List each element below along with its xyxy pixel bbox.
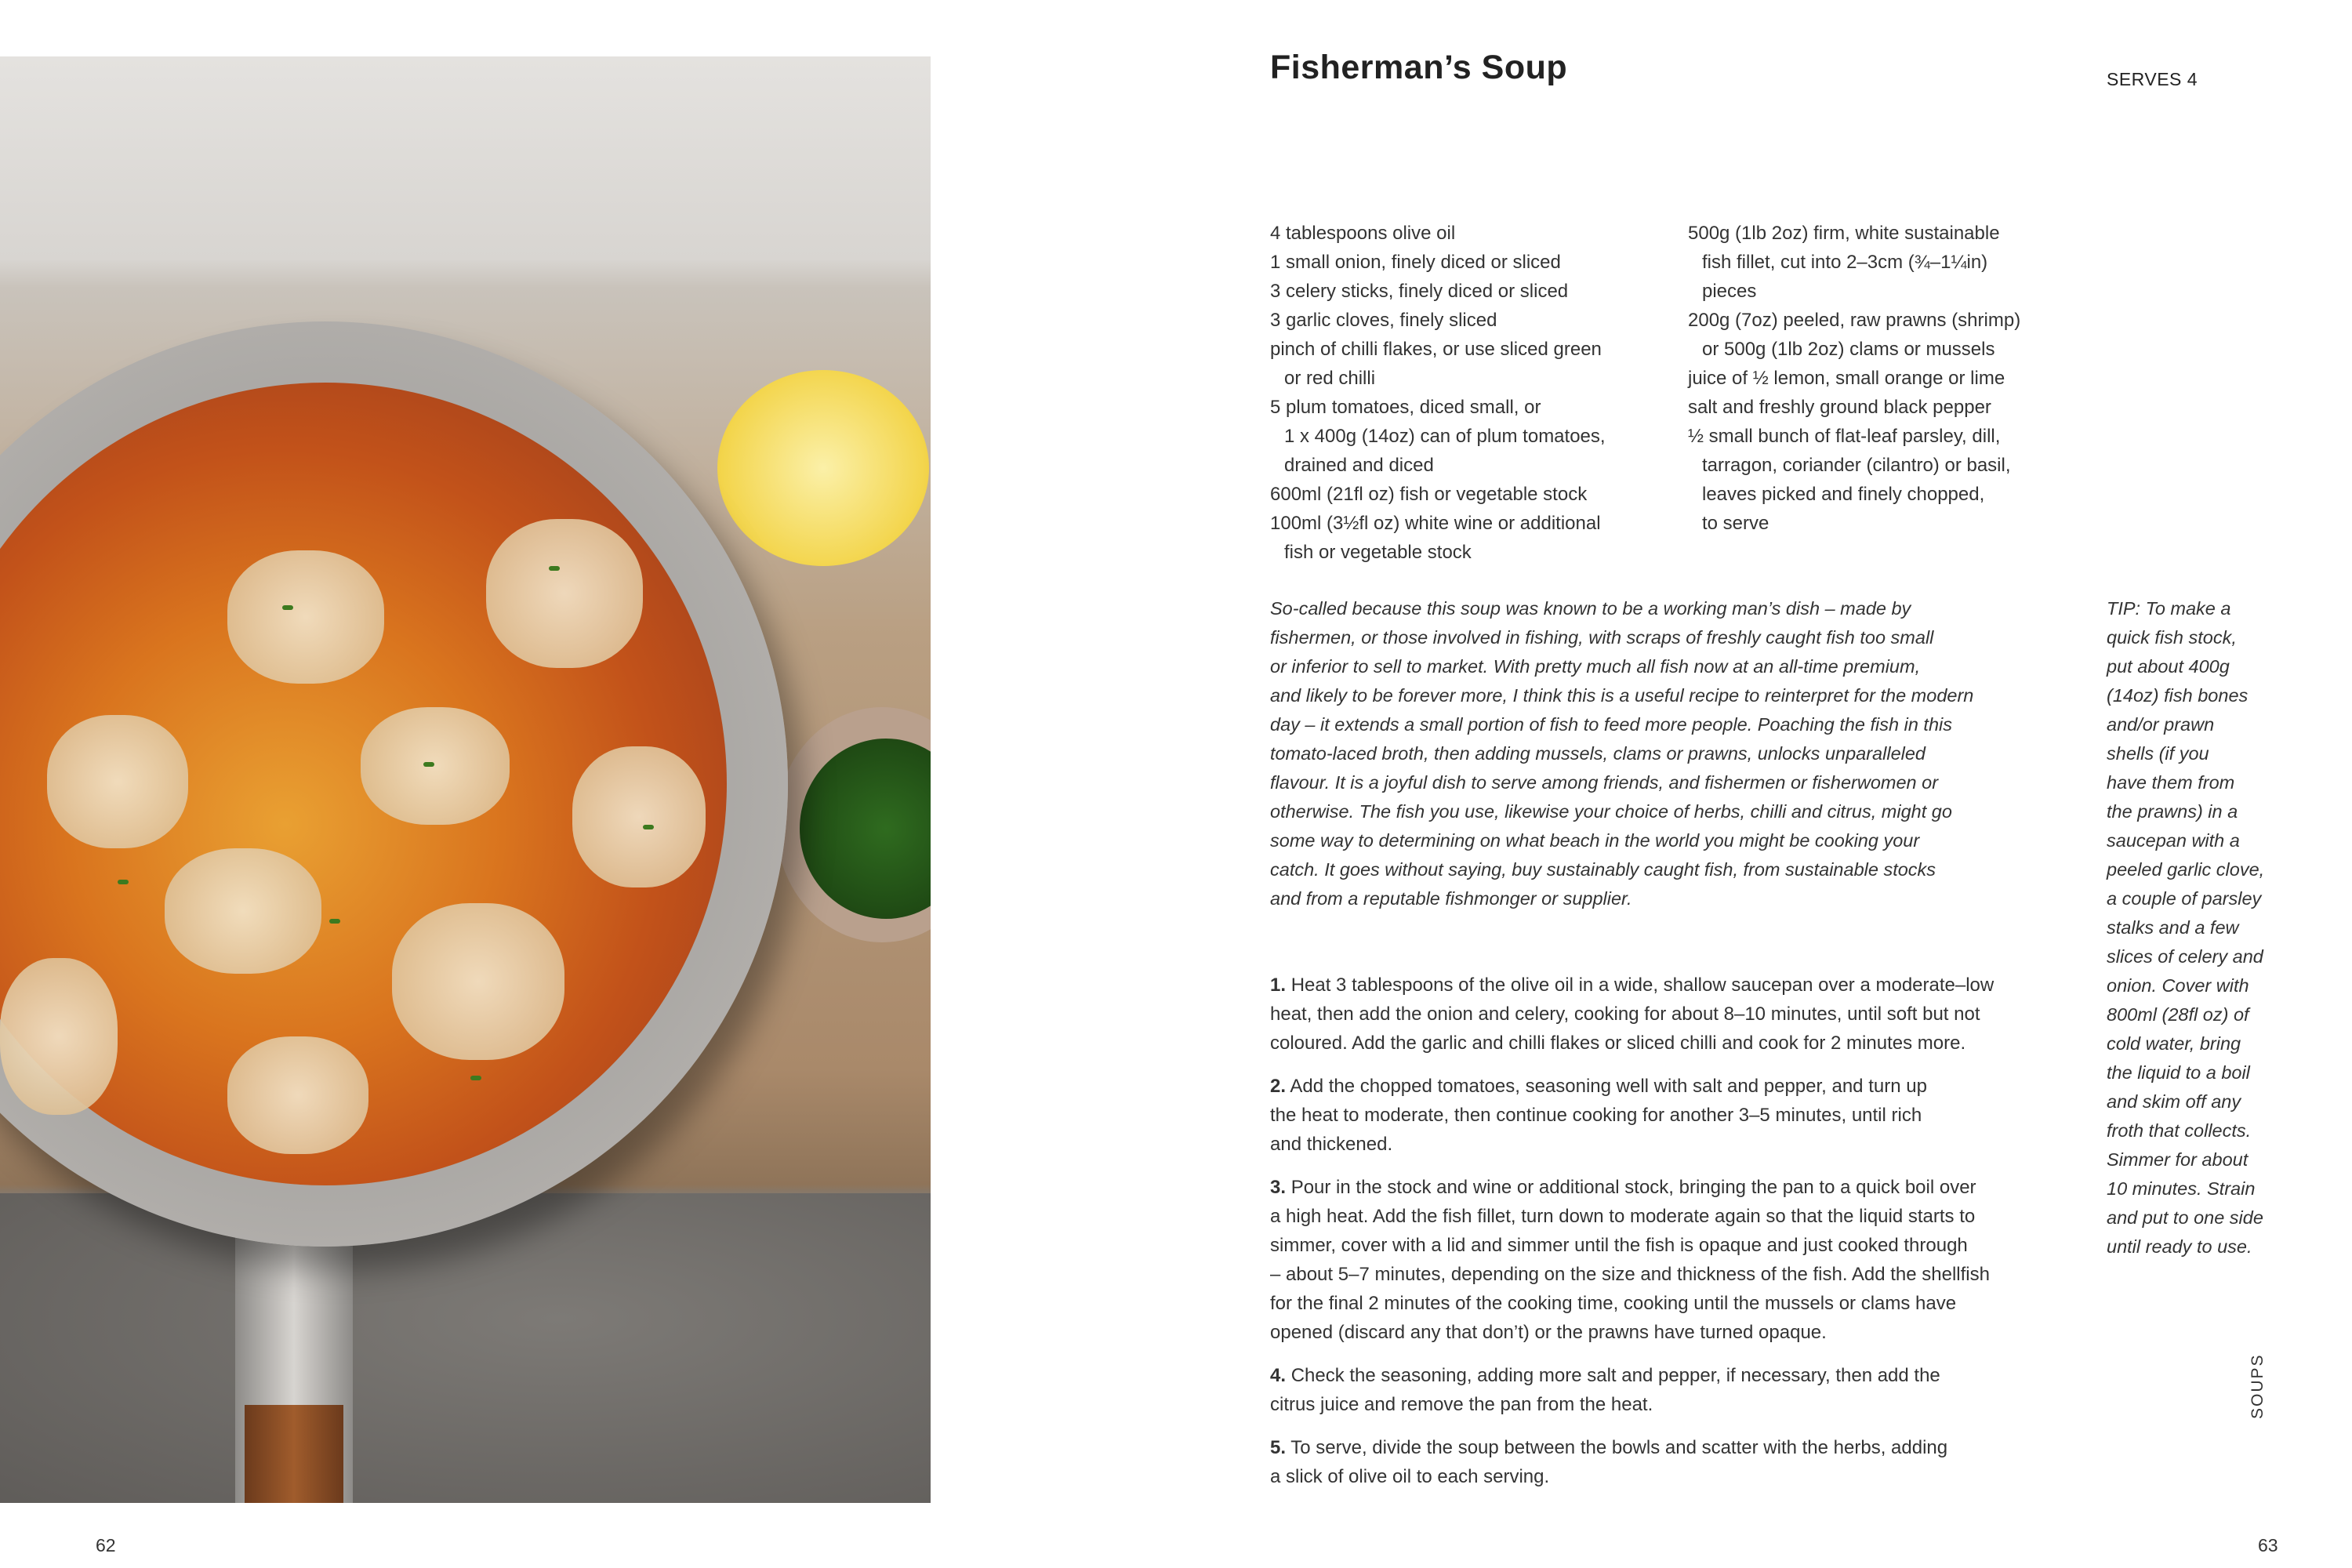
ingredient-line: or red chilli	[1284, 368, 1376, 389]
fish-piece	[392, 903, 564, 1060]
ingredient-line: tarragon, coriander (cilantro) or basil,	[1702, 455, 2011, 476]
fish-piece	[0, 958, 118, 1115]
ingredient-line: juice of ½ lemon, small orange or lime	[1688, 368, 2005, 389]
ingredient-item	[1270, 335, 1606, 393]
step-line	[1270, 971, 1994, 1000]
recipe-title: Fisherman’s Soup	[1270, 49, 1568, 86]
ingredient-line: 200g (7oz) peeled, raw prawns (shrimp)	[1688, 310, 2021, 331]
herb-leaf	[329, 919, 340, 924]
pan-handle-wood	[245, 1405, 343, 1503]
ingredient-line: 4 tablespoons olive oil	[1270, 223, 1456, 244]
tip-line: onion. Cover with	[2107, 975, 2249, 996]
ingredient-line: fish or vegetable stock	[1284, 542, 1472, 563]
tip-line: 800ml (28fl oz) of	[2107, 1004, 2249, 1025]
step-text: heat, then add the onion and celery, cooking for about 8–10 minutes, until soft but not	[1270, 1004, 1980, 1025]
ingredients-column-1	[1270, 219, 1606, 567]
step-number: 5.	[1270, 1437, 1287, 1458]
step-line	[1270, 1390, 1994, 1419]
concrete-surface	[0, 1193, 931, 1503]
fish-piece	[47, 715, 188, 848]
ingredient-line: 1 x 400g (14oz) can of plum tomatoes,	[1284, 426, 1606, 447]
tip-line: until ready to use.	[2107, 1236, 2252, 1257]
intro-line: otherwise. The fish you use, likewise your choice of herbs, chilli and citrus, might go	[1270, 801, 1952, 822]
fish-piece	[165, 848, 321, 974]
tip-line: put about 400g	[2107, 656, 2230, 677]
step-number: 1.	[1270, 975, 1287, 996]
step-line	[1270, 1130, 1994, 1159]
ingredient-item	[1270, 306, 1606, 335]
ingredient-item	[1688, 219, 2020, 306]
step-number: 3.	[1270, 1177, 1287, 1198]
method-steps	[1270, 971, 1994, 1505]
page-number-left: 62	[96, 1535, 116, 1555]
step-number: 4.	[1270, 1365, 1287, 1386]
fish-piece	[227, 550, 384, 684]
ingredient-line: salt and freshly ground black pepper	[1688, 397, 1991, 418]
step-text: and thickened.	[1270, 1134, 1393, 1155]
step-line	[1270, 1260, 1994, 1289]
ingredient-line: ½ small bunch of flat-leaf parsley, dill,	[1688, 426, 2001, 447]
step-line	[1270, 1173, 1994, 1202]
ingredient-line: 600ml (21fl oz) fish or vegetable stock	[1270, 484, 1588, 505]
method-step	[1270, 1361, 1994, 1419]
step-number: 2.	[1270, 1076, 1287, 1097]
tip-line: stalks and a few	[2107, 917, 2239, 938]
ingredient-item	[1688, 306, 2020, 364]
step-line	[1270, 1231, 1994, 1260]
ingredient-line: or 500g (1lb 2oz) clams or mussels	[1702, 339, 1995, 360]
method-step	[1270, 1072, 1994, 1159]
step-text: opened (discard any that don’t) or the prawns have turned opaque.	[1270, 1322, 1827, 1343]
serves-label: SERVES 4	[2107, 69, 2198, 89]
lemon-half	[717, 370, 929, 566]
intro-line: fishermen, or those involved in fishing, with scraps of freshly caught fish too small	[1270, 627, 1934, 648]
ingredient-item	[1270, 277, 1606, 306]
intro-line: and likely to be forever more, I think this is a useful recipe to reinterpret for the modern	[1270, 685, 1974, 706]
tip-line: and put to one side	[2107, 1207, 2263, 1228]
ingredient-item	[1688, 393, 2020, 422]
recipe-introduction	[1270, 594, 1973, 913]
tip-line: have them from	[2107, 772, 2235, 793]
tip-line: peeled garlic clove,	[2107, 859, 2265, 880]
step-line	[1270, 1000, 1994, 1029]
herb-leaf	[549, 566, 560, 571]
ingredient-line: pieces	[1702, 281, 1757, 302]
tip-line: froth that collects.	[2107, 1120, 2252, 1141]
herb-leaf	[423, 762, 434, 767]
method-step	[1270, 971, 1994, 1058]
ingredient-line: to serve	[1702, 513, 1769, 534]
ingredient-item	[1270, 480, 1606, 509]
intro-line: catch. It goes without saying, buy sustainably caught fish, from sustainable stocks	[1270, 859, 1936, 880]
herb-leaf	[118, 880, 129, 884]
step-text: for the final 2 minutes of the cooking time, cooking until the mussels or clams have	[1270, 1293, 1957, 1314]
intro-line: So-called because this soup was known to be a working man’s dish – made by	[1270, 598, 1911, 619]
step-text: Check the seasoning, adding more salt and pepper, if necessary, then add the	[1290, 1365, 1940, 1386]
ingredient-line: fish fillet, cut into 2–3cm (¾–1¼in)	[1702, 252, 1988, 273]
step-text: coloured. Add the garlic and chilli flakes or sliced chilli and cook for 2 minutes more.	[1270, 1033, 1966, 1054]
intro-line: tomato-laced broth, then adding mussels, clams or prawns, unlocks unparalleled	[1270, 743, 1926, 764]
ingredient-line: 100ml (3½fl oz) white wine or additional	[1270, 513, 1601, 534]
tip-line: the liquid to a boil	[2107, 1062, 2250, 1083]
page-number-right: 63	[2258, 1535, 2278, 1555]
fish-piece	[486, 519, 643, 668]
intro-line: and from a reputable fishmonger or supplier.	[1270, 888, 1632, 909]
ingredient-line: leaves picked and finely chopped,	[1702, 484, 1985, 505]
ingredient-item	[1270, 248, 1606, 277]
ingredient-line: drained and diced	[1284, 455, 1434, 476]
tip-line: and skim off any	[2107, 1091, 2241, 1112]
tip-line: shells (if you	[2107, 743, 2209, 764]
step-text: Pour in the stock and wine or additional stock, bringing the pan to a quick boil over	[1290, 1177, 1976, 1198]
step-text: citrus juice and remove the pan from the heat.	[1270, 1394, 1653, 1415]
intro-line: flavour. It is a joyful dish to serve among friends, and fishermen or fisherwomen or	[1270, 772, 1939, 793]
tip-line: the prawns) in a	[2107, 801, 2238, 822]
step-line	[1270, 1462, 1994, 1491]
step-line	[1270, 1318, 1994, 1347]
step-line	[1270, 1433, 1994, 1462]
section-tab: SOUPS	[2249, 1353, 2267, 1419]
tip-line: saucepan with a	[2107, 830, 2240, 851]
tip-line: quick fish stock,	[2107, 627, 2237, 648]
soup-photo	[0, 56, 931, 1503]
tip-line: slices of celery and	[2107, 946, 2263, 967]
step-line	[1270, 1072, 1994, 1101]
step-text: simmer, cover with a lid and simmer until the fish is opaque and just cooked through	[1270, 1235, 1968, 1256]
ingredients-column-2	[1688, 219, 2020, 538]
step-line	[1270, 1361, 1994, 1390]
tip-line: 10 minutes. Strain	[2107, 1178, 2256, 1199]
herb-leaf	[470, 1076, 481, 1080]
method-step	[1270, 1173, 1994, 1347]
step-text: – about 5–7 minutes, depending on the size and thickness of the fish. Add the shellfish	[1270, 1264, 1990, 1285]
ingredient-line: 3 celery sticks, finely diced or sliced	[1270, 281, 1569, 302]
ingredient-item	[1688, 422, 2020, 538]
ingredient-line: 500g (1lb 2oz) firm, white sustainable	[1688, 223, 2000, 244]
intro-line: some way to determining on what beach in the world you might be cooking your	[1270, 830, 1920, 851]
tip-line: TIP: To make a	[2107, 598, 2231, 619]
ingredient-item	[1270, 393, 1606, 480]
step-text: a slick of olive oil to each serving.	[1270, 1466, 1550, 1487]
fish-piece	[361, 707, 510, 825]
tip-sidebar	[2107, 594, 2264, 1261]
step-line	[1270, 1029, 1994, 1058]
tip-line: and/or prawn	[2107, 714, 2215, 735]
ingredient-line: 1 small onion, finely diced or sliced	[1270, 252, 1561, 273]
ingredient-line: pinch of chilli flakes, or use sliced green	[1270, 339, 1602, 360]
step-line	[1270, 1289, 1994, 1318]
step-line	[1270, 1202, 1994, 1231]
ingredient-item	[1270, 219, 1606, 248]
ingredient-line: 5 plum tomatoes, diced small, or	[1270, 397, 1541, 418]
step-line	[1270, 1101, 1994, 1130]
ingredient-item	[1270, 509, 1606, 567]
step-text: the heat to moderate, then continue cooking for another 3–5 minutes, until rich	[1270, 1105, 1922, 1126]
ingredient-item	[1688, 364, 2020, 393]
step-text: a high heat. Add the fish fillet, turn down to moderate again so that the liquid starts to	[1270, 1206, 1976, 1227]
step-text: To serve, divide the soup between the bowls and scatter with the herbs, adding	[1290, 1437, 1948, 1458]
step-text: Add the chopped tomatoes, seasoning well with salt and pepper, and turn up	[1290, 1076, 1927, 1097]
ingredient-line: 3 garlic cloves, finely sliced	[1270, 310, 1497, 331]
tip-line: Simmer for about	[2107, 1149, 2249, 1170]
intro-line: day – it extends a small portion of fish to feed more people. Poaching the fish in this	[1270, 714, 1953, 735]
step-text: Heat 3 tablespoons of the olive oil in a wide, shallow saucepan over a moderate–low	[1290, 975, 1994, 996]
tip-line: a couple of parsley	[2107, 888, 2262, 909]
tip-line: (14oz) fish bones	[2107, 685, 2249, 706]
intro-line: or inferior to sell to market. With pretty much all fish now at an all-time premium,	[1270, 656, 1921, 677]
herb-leaf	[643, 825, 654, 829]
tip-line: cold water, bring	[2107, 1033, 2241, 1054]
method-step	[1270, 1433, 1994, 1491]
fish-piece	[572, 746, 706, 887]
fish-piece	[227, 1036, 368, 1154]
herb-leaf	[282, 605, 293, 610]
